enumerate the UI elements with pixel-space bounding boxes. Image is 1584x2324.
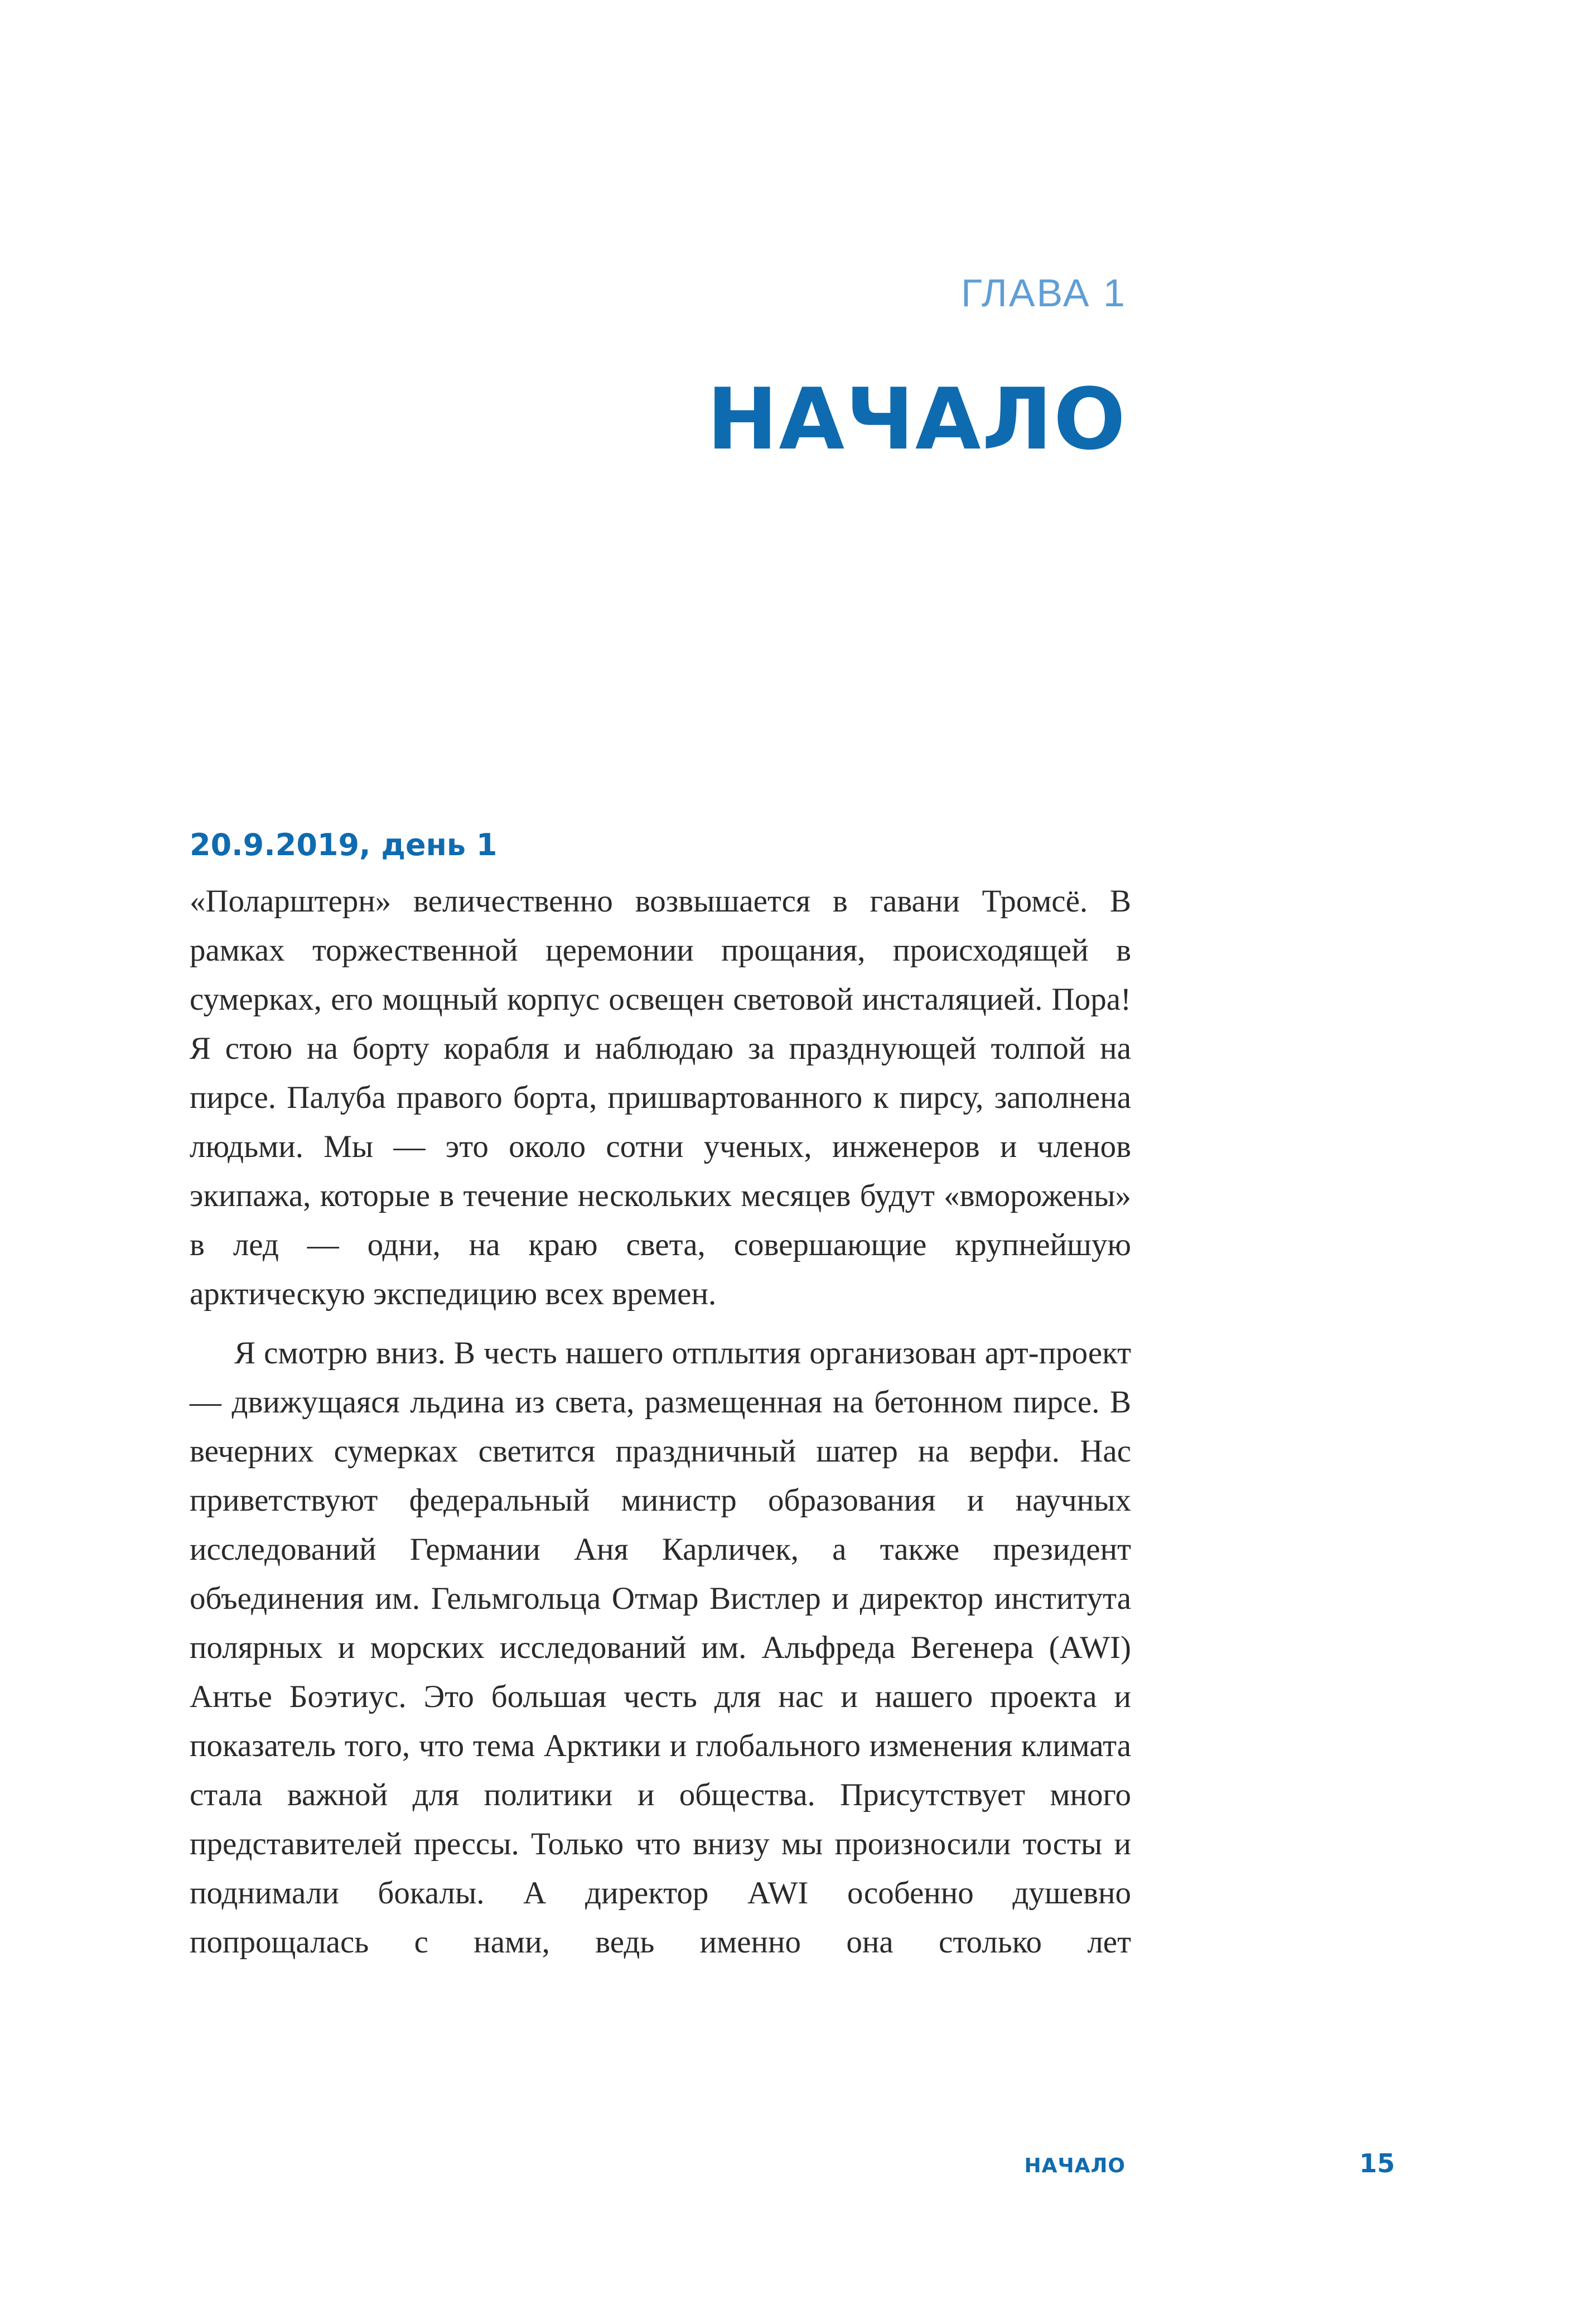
paragraph-2: Я смотрю вниз. В честь нашего отплытия организован арт-проект — движущаяся льдина из света, размещенная на бетонном пирсе. В вечерних сумерках светится праздничный шатер на верфи. Нас приветствуют федеральный министр образования и научных исследований Германии Аня Карличек, а также президент объединения им. Гельмгольца Отмар Вистлер и директор института полярных и морских исследований им. Альфреда Вегенера (AWI) Антье Боэтиус. Это большая честь для нас и нашего проекта и показатель того, что тема Арктики и глобального изменения климата стала важной для политики и общества. Присутствует много представителей прессы. Только что внизу мы произносили тосты и поднимали бокалы. А директор AWI особенно душевно попрощалась с нами, ведь именно она столько лет	[190, 1335, 1131, 1960]
chapter-label: ГЛАВА 1	[960, 271, 1127, 315]
body-text	[190, 877, 1131, 1967]
chapter-title: НАЧАЛО	[707, 370, 1127, 469]
page-number: 15	[1359, 2148, 1395, 2178]
running-head: НАЧАЛО	[1024, 2154, 1126, 2177]
entry-date-heading: 20.9.2019, день 1	[190, 827, 498, 862]
paragraph-1: «Поларштерн» величественно возвышается в гавани Тромсё. В рамках торжественной церемонии прощания, происходящей в сумерках, его мощный корпус освещен световой инсталяцией. Пора! Я стою на борту корабля и наблюдаю за празднующей толпой на пирсе. Палуба правого борта, пришвартованного к пирсу, заполнена людьми. Мы — это около сотни ученых, инженеров и членов экипажа, которые в течение нескольких месяцев будут «вморожены» в лед — одни, на краю света, совершающие крупнейшую арктическую экспедицию всех времен.	[190, 884, 1131, 1312]
